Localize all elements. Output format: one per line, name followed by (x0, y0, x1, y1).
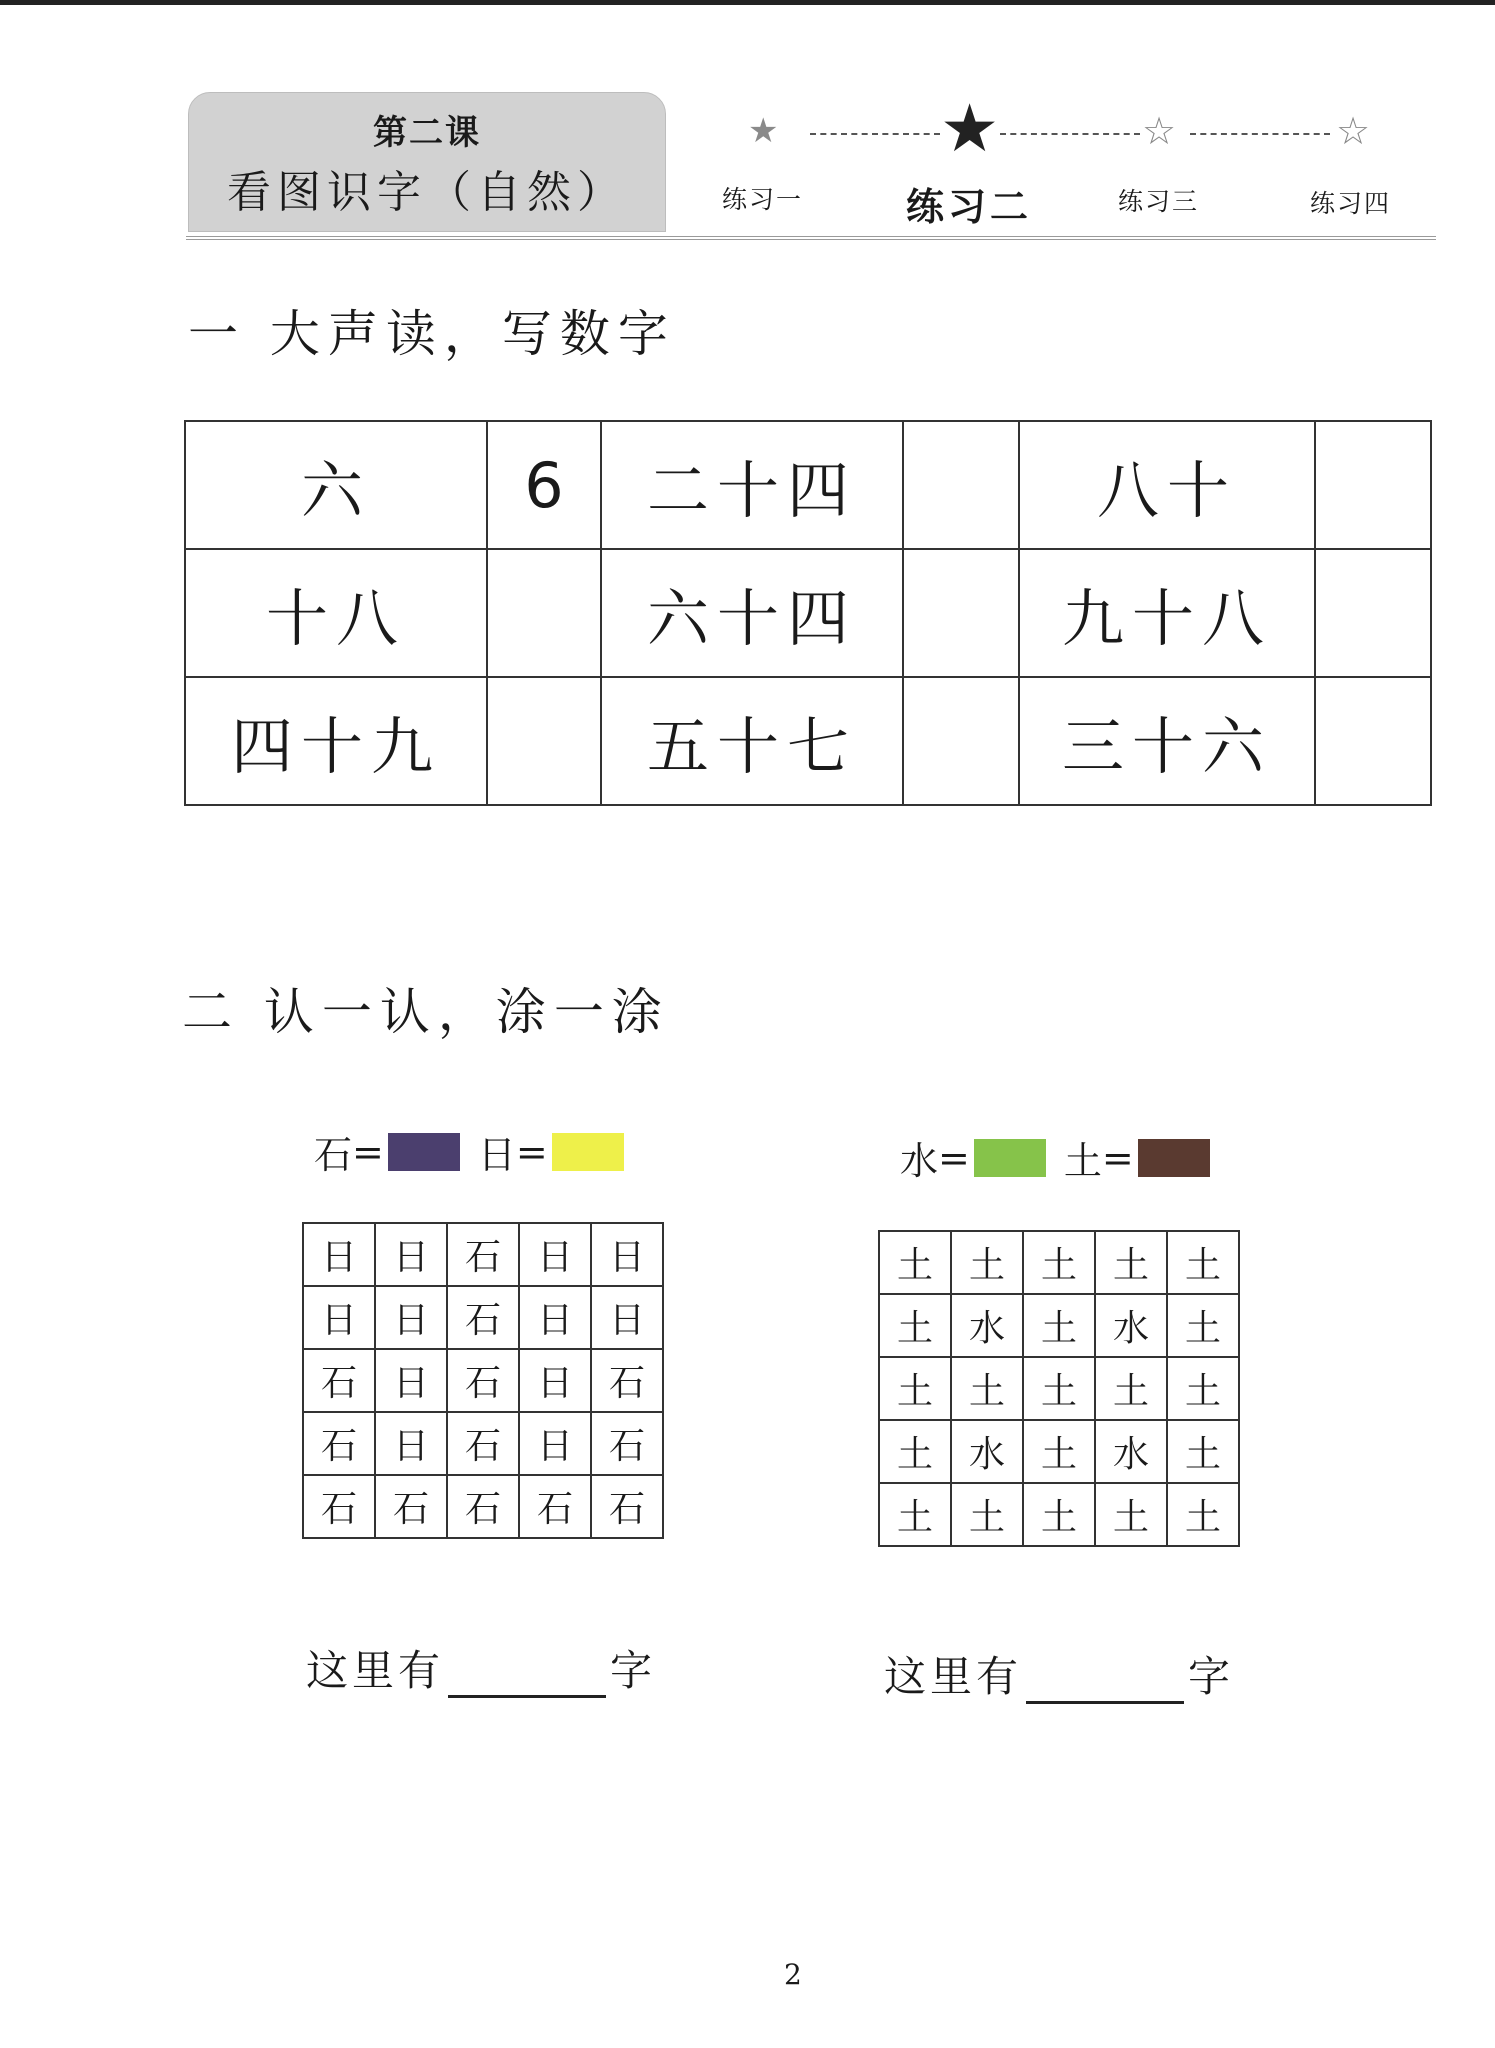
color-legend (900, 1130, 1228, 1185)
legend-char: 日 (477, 1133, 516, 1177)
section-2-heading: 二 认一认，涂一涂 (182, 983, 670, 1041)
grid-cell[interactable]: 石 (303, 1349, 375, 1412)
exercise-label-current[interactable]: 练习二 (906, 184, 1033, 229)
grid-cell[interactable]: 日 (303, 1223, 375, 1286)
grid-cell[interactable]: 土 (1095, 1357, 1167, 1420)
grid-cell[interactable]: 土 (879, 1420, 951, 1483)
header-divider (186, 236, 1436, 240)
grid-cell[interactable]: 水 (951, 1294, 1023, 1357)
legend-char: 水 (900, 1139, 939, 1183)
grid-cell[interactable]: 土 (951, 1357, 1023, 1420)
exercise-label[interactable]: 练习一 (722, 185, 804, 214)
table-row (185, 677, 1431, 805)
answer-suffix: 字 (610, 1646, 657, 1695)
number-word: 五十七 (601, 677, 903, 805)
exercise-label[interactable]: 练习四 (1310, 189, 1392, 218)
page-number: 2 (784, 1958, 802, 1991)
answer-box[interactable] (1315, 549, 1431, 677)
answer-box[interactable] (1315, 421, 1431, 549)
grid-cell[interactable]: 日 (519, 1412, 591, 1475)
grid-cell[interactable]: 水 (1095, 1294, 1167, 1357)
grid-cell[interactable]: 石 (591, 1349, 663, 1412)
lesson-tab (188, 92, 666, 232)
color-legend (314, 1124, 642, 1179)
number-word: 六十四 (601, 549, 903, 677)
progress-dash (810, 133, 940, 135)
answer-box[interactable]: 6 (487, 421, 601, 549)
grid-cell[interactable]: 日 (519, 1349, 591, 1412)
grid-cell[interactable]: 日 (303, 1286, 375, 1349)
answer-box[interactable] (487, 549, 601, 677)
star-outline-icon: ☆ (1336, 109, 1371, 153)
grid-cell[interactable]: 石 (591, 1412, 663, 1475)
grid-cell[interactable]: 土 (1023, 1483, 1095, 1546)
number-word: 十八 (185, 549, 487, 677)
grid-cell[interactable]: 日 (375, 1349, 447, 1412)
exercise-label[interactable]: 练习三 (1118, 187, 1200, 216)
grid-cell[interactable]: 土 (879, 1231, 951, 1294)
legend-equals: = (352, 1129, 384, 1174)
number-word: 六 (185, 421, 487, 549)
legend-equals: = (1101, 1135, 1134, 1180)
grid-cell[interactable]: 石 (303, 1412, 375, 1475)
count-answer-line (306, 1638, 656, 1698)
grid-cell[interactable]: 石 (519, 1475, 591, 1538)
grid-cell[interactable]: 石 (447, 1223, 519, 1286)
color-swatch-green (974, 1139, 1046, 1177)
grid-cell[interactable]: 日 (375, 1286, 447, 1349)
grid-cell[interactable]: 石 (447, 1286, 519, 1349)
grid-cell[interactable]: 土 (951, 1231, 1023, 1294)
grid-cell[interactable]: 日 (519, 1286, 591, 1349)
grid-cell[interactable]: 水 (1095, 1420, 1167, 1483)
grid-cell[interactable]: 日 (519, 1223, 591, 1286)
legend-char: 土 (1063, 1139, 1102, 1183)
number-word: 四十九 (185, 677, 487, 805)
grid-cell[interactable]: 土 (1167, 1420, 1239, 1483)
coloring-grid (302, 1222, 664, 1539)
color-swatch-yellow (552, 1133, 624, 1171)
count-answer-line (884, 1644, 1234, 1704)
table-row (185, 421, 1431, 549)
answer-box[interactable] (903, 677, 1019, 805)
grid-cell[interactable]: 水 (951, 1420, 1023, 1483)
number-table (184, 420, 1432, 806)
grid-cell[interactable]: 土 (1095, 1483, 1167, 1546)
grid-cell[interactable]: 石 (447, 1475, 519, 1538)
scan-top-edge (0, 0, 1495, 5)
grid-cell[interactable]: 土 (1023, 1294, 1095, 1357)
grid-cell[interactable]: 石 (447, 1412, 519, 1475)
grid-cell[interactable]: 石 (447, 1349, 519, 1412)
grid-cell[interactable]: 土 (879, 1483, 951, 1546)
grid-cell[interactable]: 石 (375, 1475, 447, 1538)
grid-cell[interactable]: 石 (303, 1475, 375, 1538)
color-swatch-purple (388, 1133, 460, 1171)
legend-equals: = (515, 1129, 548, 1174)
legend-char: 石 (314, 1133, 353, 1177)
section-1-heading: 一 大声读，写数字 (188, 305, 676, 363)
grid-cell[interactable]: 土 (951, 1483, 1023, 1546)
number-word: 九十八 (1019, 549, 1315, 677)
number-word: 三十六 (1019, 677, 1315, 805)
answer-blank[interactable] (448, 1655, 606, 1698)
answer-blank[interactable] (1026, 1661, 1184, 1704)
grid-cell[interactable]: 土 (1023, 1420, 1095, 1483)
grid-cell[interactable]: 土 (1167, 1357, 1239, 1420)
table-row (185, 549, 1431, 677)
color-swatch-brown (1138, 1139, 1210, 1177)
grid-cell[interactable]: 土 (1023, 1357, 1095, 1420)
star-outline-icon: ☆ (1142, 109, 1177, 153)
lesson-title: 看图识字（自然） (227, 167, 627, 218)
grid-cell[interactable]: 土 (1167, 1483, 1239, 1546)
grid-cell[interactable]: 日 (591, 1223, 663, 1286)
answer-prefix: 这里有 (884, 1652, 1023, 1701)
grid-cell[interactable]: 土 (1167, 1231, 1239, 1294)
answer-box[interactable] (903, 421, 1019, 549)
number-word: 八十 (1019, 421, 1315, 549)
number-word: 二十四 (601, 421, 903, 549)
grid-cell[interactable]: 土 (879, 1357, 951, 1420)
grid-cell[interactable]: 土 (1023, 1231, 1095, 1294)
progress-dash (1190, 133, 1330, 135)
grid-cell[interactable]: 土 (1095, 1231, 1167, 1294)
answer-box[interactable] (903, 549, 1019, 677)
grid-cell[interactable]: 土 (1167, 1294, 1239, 1357)
grid-cell[interactable]: 日 (591, 1286, 663, 1349)
coloring-grid (878, 1230, 1240, 1547)
grid-cell[interactable]: 石 (591, 1475, 663, 1538)
legend-equals: = (938, 1135, 970, 1180)
star-filled-large-icon: ★ (940, 90, 1000, 167)
grid-cell[interactable]: 日 (375, 1223, 447, 1286)
grid-cell[interactable]: 土 (879, 1294, 951, 1357)
answer-box[interactable] (1315, 677, 1431, 805)
lesson-number: 第二课 (373, 113, 481, 153)
answer-prefix: 这里有 (306, 1646, 445, 1695)
answer-box[interactable] (487, 677, 601, 805)
grid-cell[interactable]: 日 (375, 1412, 447, 1475)
progress-dash (1000, 133, 1140, 135)
answer-suffix: 字 (1188, 1652, 1235, 1701)
star-filled-icon: ★ (748, 111, 779, 151)
